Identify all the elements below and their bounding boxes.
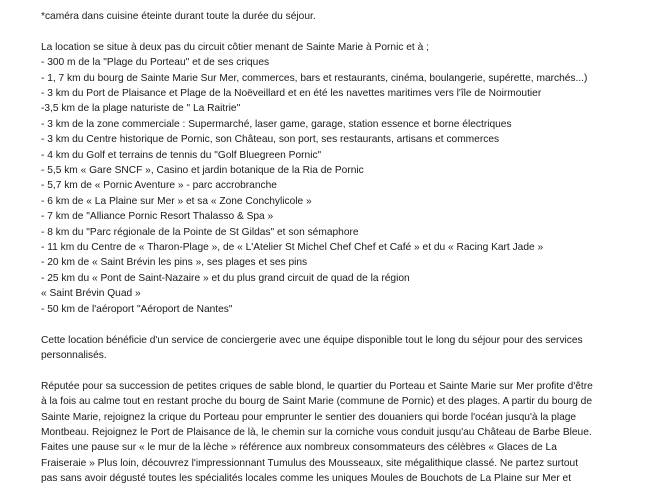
paragraph-line: Fraiseraie » Plus loin, découvrez l'impressionnant Tumulus des Mousseaux, site mégalithique classé. Ne partez surtout: [41, 457, 579, 469]
description-paragraph: [41, 379, 621, 487]
paragraph-line: Réputée pour sa succession de petites criques de sable blond, le quartier du Porteau et Sainte Marie sur Mer profite d'être: [41, 380, 593, 392]
camera-note: [41, 9, 621, 24]
list-item: - 25 km du « Pont de Saint-Nazaire » et du plus grand circuit de quad de la région: [41, 272, 410, 284]
spacer: [41, 363, 621, 378]
camera-note-text: *caméra dans cuisine éteinte durant toute la durée du séjour.: [41, 11, 316, 22]
list-item: - 6 km de « La Plaine sur Mer » et sa « Zone Conchylicole »: [41, 195, 312, 207]
list-item: - 5,7 km de « Pornic Aventure » - parc accrobranche: [41, 180, 277, 192]
list-item: - 7 km de "Alliance Pornic Resort Thalasso & Spa »: [41, 211, 274, 223]
list-item: « Saint Brévin Quad »: [41, 288, 141, 300]
concierge-paragraph: [41, 333, 621, 364]
list-item: - 3 km de la zone commerciale : Supermarché, laser game, garage, station essence et borne électriques: [41, 118, 512, 130]
paragraph-line: pas sans avoir dégusté toutes les spécialités locales comme les uniques Moules de Bouchots de La Plaine sur Mer et: [41, 473, 572, 485]
list-item: - 50 km de l'aéroport "Aéroport de Nantes": [41, 303, 233, 315]
paragraph-line: à la fois au calme tout en restant proche du bourg de Saint Marie (commune de Pornic) et des plages. A partir du bourg de: [41, 396, 593, 408]
paragraph-line: Cette location bénéficie d'un service de conciergerie avec une équipe disponible tout le long du séjour pour des services: [41, 334, 583, 346]
list-item: - 3 km du Centre historique de Pornic, son Château, son port, ses restaurants, artisans et commerces: [41, 134, 500, 146]
paragraph-line: Faites une pause sur « le mur de la lèche » référence aux nombreux consommateurs des célèbres « Glaces de La: [41, 442, 557, 454]
paragraph-line: personnalisés.: [41, 349, 107, 361]
list-item: - 20 km de « Saint Brévin les pins », ses plages et ses pins: [41, 257, 308, 269]
list-item: - 3 km du Port de Plaisance et Plage de la Noëveillard et en été les navettes maritimes vers l'île de Noirmoutier: [41, 88, 542, 100]
list-item: - 11 km du Centre de « Tharon-Plage », de « L'Atelier St Michel Chef Chef et Café » et du « Racing Kart Jade »: [41, 242, 544, 254]
spacer: [41, 317, 621, 332]
list-item: - 8 km du "Parc régionale de la Pointe de St Gildas" et son sémaphore: [41, 226, 359, 238]
spacer: [41, 24, 621, 39]
list-item: - 5,5 km « Gare SNCF », Casino et jardin botanique de la Ria de Pornic: [41, 165, 364, 177]
document-body: [41, 9, 621, 487]
list-item: - 1, 7 km du bourg de Sainte Marie Sur Mer, commerces, bars et restaurants, cinéma, boulangerie, supérette, marchés...): [41, 72, 588, 84]
paragraph-line: Sainte Marie, rejoignez la crique du Porteau pour emprunter le sentier des douaniers qui borde l'océan jusqu'à la plage: [41, 411, 577, 423]
list-item: - 300 m de la "Plage du Porteau" et de ses criques: [41, 57, 270, 69]
list-item: -3,5 km de la plage naturiste de " La Raitrie": [41, 103, 241, 115]
location-intro: La location se situe à deux pas du circuit côtier menant de Sainte Marie à Pornic et à ;: [41, 41, 429, 53]
list-item: - 4 km du Golf et terrains de tennis du "Golf Bluegreen Pornic": [41, 149, 322, 161]
paragraph-line: Montbeau. Rejoignez le Port de Plaisance de là, le chemin sur la corniche vous conduit jusqu'au Château de Barbe Bleue.: [41, 426, 592, 438]
location-paragraph: [41, 40, 621, 317]
